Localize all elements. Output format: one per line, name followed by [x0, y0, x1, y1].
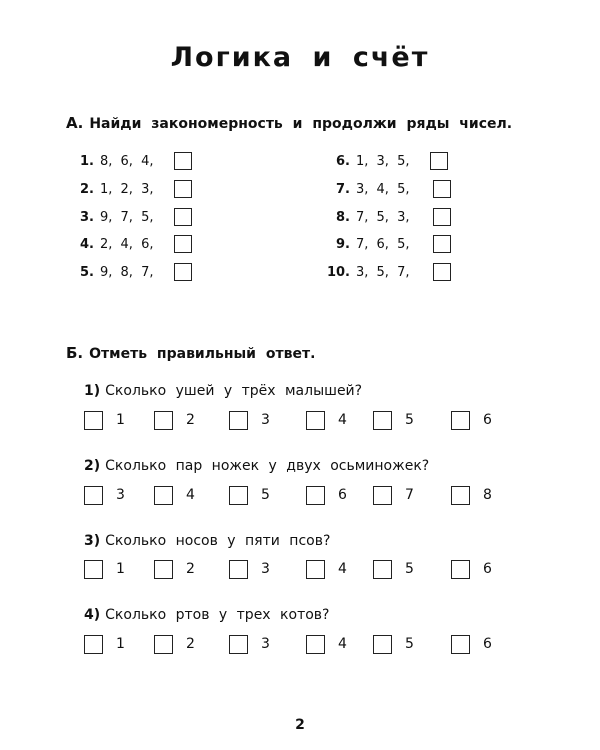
option-label: 6 [483, 636, 492, 652]
checkbox[interactable] [229, 635, 248, 654]
answer-box-4[interactable] [174, 235, 192, 253]
q3-option-1[interactable] [84, 558, 125, 580]
checkbox[interactable] [84, 635, 103, 654]
q3-option-3[interactable] [229, 558, 270, 580]
sequence-text: 8, 6, 4, [100, 153, 154, 169]
question-number: 1) [84, 383, 101, 399]
checkbox[interactable] [229, 411, 248, 430]
q1-option-4[interactable] [306, 409, 347, 431]
q1-option-2[interactable] [154, 409, 195, 431]
page-title: Логика и счёт [170, 42, 430, 73]
sequence-text: 9, 7, 5, [100, 209, 154, 225]
checkbox[interactable] [84, 411, 103, 430]
q2-option-4[interactable] [306, 484, 347, 506]
q1-option-6[interactable] [451, 409, 492, 431]
question-1 [84, 383, 362, 399]
question-number: 2) [84, 458, 101, 474]
checkbox[interactable] [451, 560, 470, 579]
checkbox[interactable] [306, 560, 325, 579]
answer-box-3[interactable] [174, 208, 192, 226]
q3-option-5[interactable] [373, 558, 414, 580]
question-number: 3) [84, 533, 101, 549]
checkbox[interactable] [451, 486, 470, 505]
q4-option-1[interactable] [84, 633, 125, 655]
answer-box-2[interactable] [174, 180, 192, 198]
checkbox[interactable] [84, 486, 103, 505]
section-b-instruction: Отметь правильный ответ. [89, 346, 316, 362]
sequence-number: 9. [336, 236, 350, 252]
option-label: 6 [483, 412, 492, 428]
checkbox[interactable] [84, 560, 103, 579]
q2-option-6[interactable] [451, 484, 492, 506]
sequence-row-10 [323, 261, 409, 283]
sequence-text: 1, 2, 3, [100, 181, 154, 197]
sequence-row-3 [70, 206, 153, 228]
sequence-text: 3, 4, 5, [356, 181, 410, 197]
answer-box-1[interactable] [174, 152, 192, 170]
option-label: 7 [405, 487, 414, 503]
sequence-number: 2. [80, 181, 94, 197]
q4-option-3[interactable] [229, 633, 270, 655]
sequence-row-4 [70, 233, 153, 255]
option-label: 3 [261, 561, 270, 577]
checkbox[interactable] [154, 486, 173, 505]
sequence-text: 7, 6, 5, [356, 236, 410, 252]
sequence-number: 8. [336, 209, 350, 225]
q4-option-4[interactable] [306, 633, 347, 655]
option-label: 6 [483, 561, 492, 577]
section-b-letter: Б. [66, 344, 84, 362]
sequence-number: 1. [80, 153, 94, 169]
q1-option-1[interactable] [84, 409, 125, 431]
option-label: 5 [405, 636, 414, 652]
q1-option-5[interactable] [373, 409, 414, 431]
section-a-heading [66, 114, 512, 132]
option-label: 2 [186, 636, 195, 652]
option-label: 4 [186, 487, 195, 503]
sequence-row-2 [70, 178, 153, 200]
section-a-instruction: Найди закономерность и продолжи ряды чисел. [89, 116, 513, 132]
q3-option-6[interactable] [451, 558, 492, 580]
checkbox[interactable] [373, 411, 392, 430]
q4-option-2[interactable] [154, 633, 195, 655]
checkbox[interactable] [154, 635, 173, 654]
checkbox[interactable] [451, 411, 470, 430]
answer-box-8[interactable] [433, 208, 451, 226]
checkbox[interactable] [154, 411, 173, 430]
sequence-number: 4. [80, 236, 94, 252]
checkbox[interactable] [306, 486, 325, 505]
q2-option-5[interactable] [373, 484, 414, 506]
option-label: 1 [116, 412, 125, 428]
sequence-number: 5. [80, 264, 94, 280]
answer-box-7[interactable] [433, 180, 451, 198]
section-a-letter: А. [66, 114, 84, 132]
question-number: 4) [84, 607, 101, 623]
sequence-row-1 [70, 150, 153, 172]
sequence-text: 9, 8, 7, [100, 264, 154, 280]
sequence-text: 1, 3, 5, [356, 153, 410, 169]
sequence-number: 10. [326, 264, 350, 280]
option-label: 2 [186, 412, 195, 428]
sequence-row-9 [323, 233, 409, 255]
checkbox[interactable] [306, 411, 325, 430]
q3-option-4[interactable] [306, 558, 347, 580]
option-label: 1 [116, 561, 125, 577]
question-4 [84, 607, 329, 623]
q4-option-5[interactable] [373, 633, 414, 655]
checkbox[interactable] [451, 635, 470, 654]
checkbox[interactable] [373, 635, 392, 654]
option-label: 3 [261, 412, 270, 428]
page-number: 2 [295, 717, 305, 733]
section-b-heading [66, 344, 315, 362]
q2-option-3[interactable] [229, 484, 270, 506]
option-label: 4 [338, 561, 347, 577]
option-label: 4 [338, 412, 347, 428]
q3-option-2[interactable] [154, 558, 195, 580]
sequence-row-8 [323, 206, 409, 228]
question-text: Сколько пар ножек у двух осьминожек? [105, 458, 430, 474]
option-label: 5 [261, 487, 270, 503]
checkbox[interactable] [373, 486, 392, 505]
option-label: 3 [261, 636, 270, 652]
sequence-row-7 [323, 178, 409, 200]
option-label: 2 [186, 561, 195, 577]
question-text: Сколько носов у пяти псов? [105, 533, 331, 549]
sequence-number: 3. [80, 209, 94, 225]
question-2 [84, 458, 429, 474]
checkbox[interactable] [154, 560, 173, 579]
sequence-row-5 [70, 261, 153, 283]
answer-box-10[interactable] [433, 263, 451, 281]
q2-option-2[interactable] [154, 484, 195, 506]
q4-option-6[interactable] [451, 633, 492, 655]
option-label: 5 [405, 561, 414, 577]
q1-option-3[interactable] [229, 409, 270, 431]
sequence-number: 6. [336, 153, 350, 169]
option-label: 8 [483, 487, 492, 503]
answer-box-6[interactable] [430, 152, 448, 170]
option-label: 4 [338, 636, 347, 652]
question-text: Сколько ртов у трех котов? [105, 607, 330, 623]
option-label: 6 [338, 487, 347, 503]
sequence-row-6 [323, 150, 409, 172]
question-text: Сколько ушей у трёх малышей? [105, 383, 363, 399]
answer-box-9[interactable] [433, 235, 451, 253]
sequence-text: 2, 4, 6, [100, 236, 154, 252]
sequence-number: 7. [336, 181, 350, 197]
option-label: 1 [116, 636, 125, 652]
checkbox[interactable] [229, 486, 248, 505]
option-label: 3 [116, 487, 125, 503]
checkbox[interactable] [373, 560, 392, 579]
answer-box-5[interactable] [174, 263, 192, 281]
sequence-text: 3, 5, 7, [356, 264, 410, 280]
sequence-text: 7, 5, 3, [356, 209, 410, 225]
q2-option-1[interactable] [84, 484, 125, 506]
checkbox[interactable] [229, 560, 248, 579]
option-label: 5 [405, 412, 414, 428]
checkbox[interactable] [306, 635, 325, 654]
question-3 [84, 533, 330, 549]
